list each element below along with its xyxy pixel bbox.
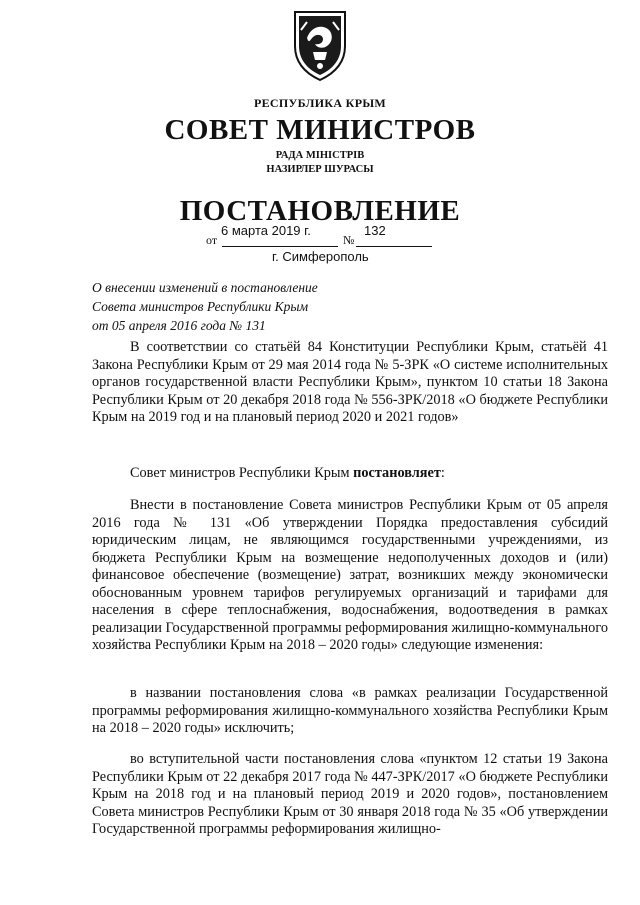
resolution-text: Совет министров Республики Крым	[130, 465, 354, 481]
decree-date: 6 марта 2019 г.	[221, 223, 311, 238]
decree-title: ПОСТАНОВЛЕНИЕ	[179, 195, 461, 227]
subject-line: от 05 апреля 2016 года № 131	[92, 318, 266, 333]
republic-heading: РЕСПУБЛИКА КРЫМ	[253, 96, 387, 110]
change-item-paragraph: во вступительной части постановления слова «пунктом 12 статьи 19 Закона Республики Крым от 22 декабря 2017 года № 447-ЗРК/2017 «О бюджете Республики Крым на 2018 год и на плановый период 2019 и 2020 годов», постановлением Совета министров Республики Крым от 30 января 2018 года № 35 «Об утверждении Государственной программы реформирования жилищно-	[92, 751, 608, 837]
number-label: №	[343, 233, 355, 247]
subject-line: Совета министров Республики Крым	[92, 299, 309, 314]
preamble-paragraph: В соответствии со статьёй 84 Конституции Республики Крым, статьёй 41 Закона Республики Крым от 29 мая 2014 года № 5-ЗРК «О системе исполнительных органов государственной власти Республики Крым», пунктом 10 статьи 18 Закона Республики Крым от 20 декабря 2018 года № 556-ЗРК/2018 «О бюджете Республики Крым на 2019 год и на плановый период 2020 и 2021 годов»	[92, 339, 608, 425]
crimea-coat-of-arms-icon	[289, 8, 351, 82]
subject-line: О внесении изменений в постановление	[92, 280, 318, 295]
amendment-paragraph: Внести в постановление Совета министров Республики Крым от 05 апреля 2016 года № 131 «Об утверждении Порядка предоставления субсидий юридическим лицам, не являющимся государственными учреждениями, из бюджета Республики Крым на возмещение недополученных доходов и (или) финансовое обеспечение (возмещение) затрат, возникших между экономически обоснованным уровнем тарифов регулируемых организаций и тарифами для населения в сфере теплоснабжения, водоснабжения, водоотведения в рамках реализации Государственной программы реформирования жилищно-коммунального хозяйства Республики Крым на 2018 – 2020 годы» следующие изменения:	[92, 497, 608, 653]
decree-subject	[92, 278, 318, 335]
date-underline	[222, 246, 338, 247]
resolution-keyword: постановляет	[353, 465, 441, 481]
resolution-colon: :	[440, 465, 445, 481]
number-underline	[356, 246, 432, 247]
council-heading-ua: РАДА МІНІСТРІВ	[275, 150, 365, 161]
resolution-paragraph	[92, 465, 608, 483]
decree-number: 132	[364, 223, 386, 238]
decree-city: г. Симферополь	[272, 249, 369, 264]
council-heading: СОВЕТ МИНИСТРОВ	[164, 114, 476, 146]
council-heading-crh: НАЗИРЛЕР ШУРАСЫ	[266, 164, 374, 175]
date-label: от	[206, 233, 218, 247]
change-item-paragraph: в названии постановления слова «в рамках реализации Государственной программы реформирования жилищно-коммунального хозяйства Республики Крым на 2018 – 2020 годы» исключить;	[92, 685, 608, 736]
